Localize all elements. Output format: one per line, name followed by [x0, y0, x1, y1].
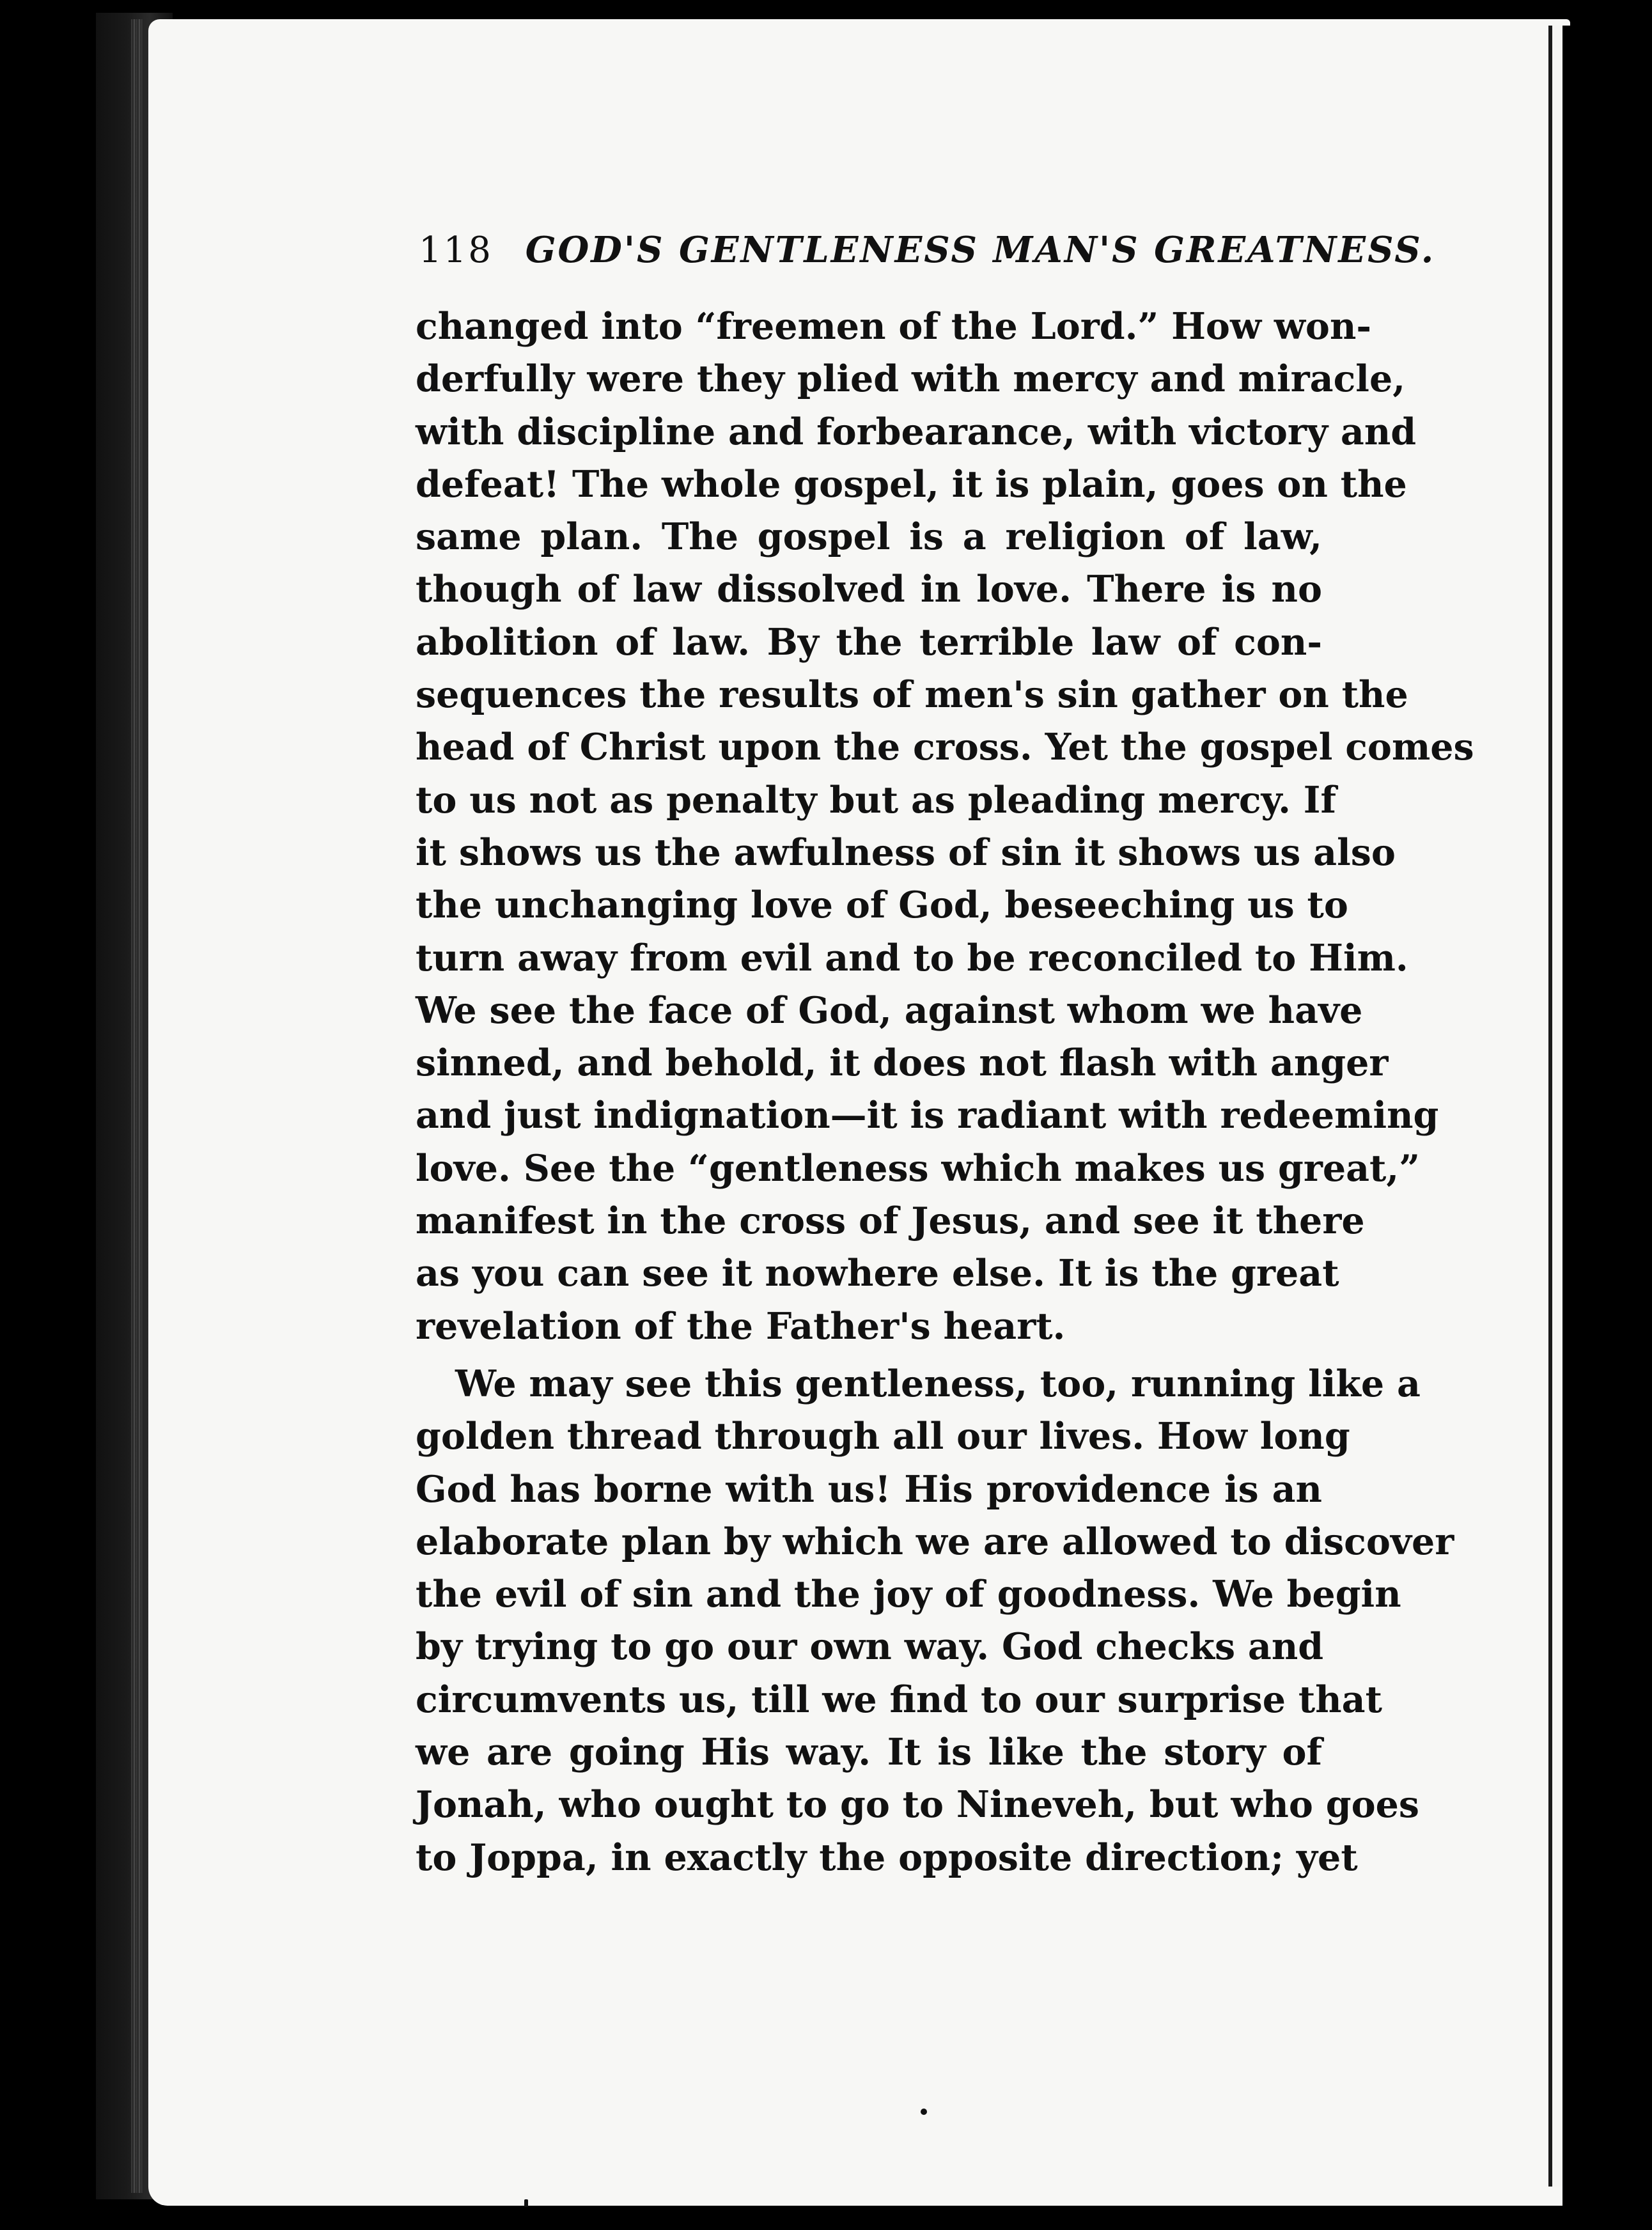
text-line: abolition of law. By the terrible law of con- [416, 620, 1322, 664]
text-line: defeat! The whole gospel, it is plain, goes on the [416, 462, 1407, 506]
page-number: 118 [419, 230, 493, 271]
text-line: the evil of sin and the joy of goodness. We begin [416, 1573, 1401, 1616]
running-title: GOD'S GENTLENESS MAN'S GREATNESS. [525, 229, 1436, 271]
text-line: circumvents us, till we find to our surprise that [416, 1678, 1382, 1721]
text-line: love. See the “gentleness which makes us great,” [416, 1146, 1421, 1190]
scan-speck [921, 2109, 927, 2115]
running-head [419, 229, 1435, 271]
text-line: sequences the results of men's sin gather on the [416, 673, 1408, 717]
scan-speck [524, 2199, 528, 2207]
text-line: though of law dissolved in love. There is no [416, 568, 1322, 611]
text-line: it shows us the awfulness of sin it shows us also [416, 830, 1396, 874]
text-line: we are going His way. It is like the story of [416, 1731, 1322, 1774]
paragraph-gap [416, 1353, 1322, 1358]
text-line: revelation of the Father's heart. [416, 1304, 1066, 1348]
page-stack-edge [131, 19, 143, 2193]
text-line: derfully were they plied with mercy and miracle, [416, 357, 1406, 401]
text-line: to us not as penalty but as pleading mercy. If [416, 778, 1336, 822]
text-line: with discipline and forbearance, with victory and [416, 410, 1417, 453]
text-line: We may see this gentleness, too, running like a [455, 1362, 1421, 1405]
body-text [416, 300, 1474, 1884]
text-line: manifest in the cross of Jesus, and see it there [416, 1199, 1365, 1243]
text-line: changed into “freemen of the Lord.” How won- [416, 305, 1372, 348]
text-line: as you can see it nowhere else. It is the great [416, 1252, 1339, 1295]
text-line: to Joppa, in exactly the opposite direction; yet [416, 1836, 1358, 1879]
text-line: elaborate plan by which we are allowed to discover [416, 1520, 1454, 1563]
text-line: turn away from evil and to be reconciled to Him. [416, 936, 1408, 979]
text-line: golden thread through all our lives. How long [416, 1415, 1350, 1458]
text-line: head of Christ upon the cross. Yet the gospel comes [416, 726, 1474, 769]
text-line: sinned, and behold, it does not flash with anger [416, 1041, 1389, 1085]
scan-border [1562, 26, 1652, 2225]
text-line: Jonah, who ought to go to Nineveh, but who goes [416, 1783, 1419, 1827]
text-line: We see the face of God, against whom we have [416, 988, 1363, 1032]
text-line: God has borne with us! His providence is an [416, 1467, 1322, 1511]
text-line: and just indignation—it is radiant with redeeming [416, 1094, 1439, 1137]
text-line: by trying to go our own way. God checks and [416, 1625, 1324, 1669]
text-line: same plan. The gospel is a religion of law, [416, 515, 1322, 559]
text-line: the unchanging love of God, beseeching us to [416, 884, 1348, 927]
